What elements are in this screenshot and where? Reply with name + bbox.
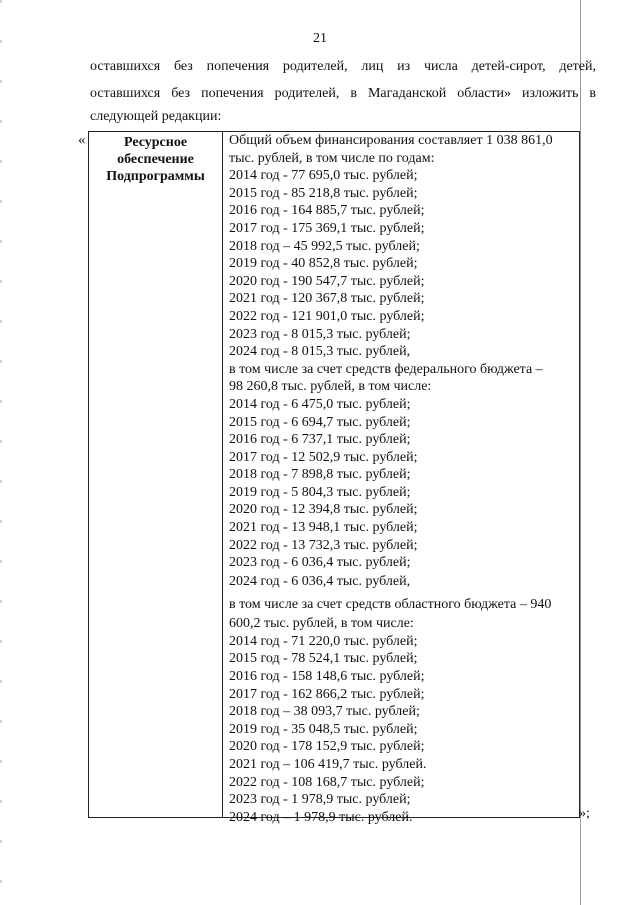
federal-year-row: 2015 год - 6 694,7 тыс. рублей; (229, 414, 411, 430)
total-year-row: 2020 год - 190 547,7 тыс. рублей; (229, 273, 425, 289)
regional-year-row: 2023 год - 1 978,9 тыс. рублей; (229, 792, 411, 808)
total-year-row: 2023 год - 8 015,3 тыс. рублей; (229, 326, 411, 342)
intro-line-2: оставшихся без попечения родителей, в Магаданской области» изложить в (90, 86, 596, 101)
federal-year-row: 2022 год - 13 732,3 тыс. рублей; (229, 537, 418, 553)
federal-year-row: 2018 год - 7 898,8 тыс. рублей; (229, 467, 411, 483)
federal-year-row: 2020 год - 12 394,8 тыс. рублей; (229, 502, 418, 518)
total-funding-line: Общий объем финансирования составляет 1 038 861,0 (229, 133, 553, 148)
federal-year-row: 2024 год - 6 036,4 тыс. рублей, (229, 574, 411, 590)
regional-year-row: 2022 год - 108 168,7 тыс. рублей; (229, 774, 425, 790)
intro-line-3: следующей редакции: (90, 109, 222, 124)
table-column-divider (222, 131, 223, 818)
total-year-row: 2014 год - 77 695,0 тыс. рублей; (229, 168, 418, 184)
total-year-row: 2017 год - 175 369,1 тыс. рублей; (229, 220, 425, 236)
intro-line-1: оставшихся без попечения родителей, лиц из числа детей-сирот, детей, (90, 59, 596, 74)
regional-funding-line: 600,2 тыс. рублей, в том числе: (229, 616, 414, 632)
heading-line: Ресурсное (123, 135, 188, 150)
regional-year-row: 2021 год – 106 419,7 тыс. рублей. (229, 757, 427, 772)
total-year-row: 2021 год - 120 367,8 тыс. рублей; (229, 291, 425, 307)
federal-year-row: 2021 год - 13 948,1 тыс. рублей; (229, 520, 418, 536)
total-year-row: 2016 год - 164 885,7 тыс. рублей; (229, 203, 425, 219)
closing-quote: »; (579, 806, 590, 821)
total-year-row: 2015 год - 85 218,8 тыс. рублей; (229, 185, 418, 201)
total-year-row: 2024 год - 8 015,3 тыс. рублей, (229, 344, 411, 360)
federal-funding-line: в том числе за счет средств федерального бюджета – (229, 361, 543, 377)
table-right-cell-funding (229, 132, 581, 826)
regional-funding-line: в том числе за счет средств областного бюджета – 940 (229, 597, 552, 613)
total-year-row: 2022 год - 121 901,0 тыс. рублей; (229, 308, 425, 324)
regional-year-row: 2016 год - 158 148,6 тыс. рублей; (229, 669, 425, 685)
total-year-row: 2018 год – 45 992,5 тыс. рублей; (229, 238, 420, 254)
federal-funding-line: 98 260,8 тыс. рублей, в том числе: (229, 379, 432, 395)
regional-year-row: 2019 год - 35 048,5 тыс. рублей; (229, 721, 418, 737)
federal-year-row: 2014 год - 6 475,0 тыс. рублей; (229, 396, 411, 412)
regional-year-row: 2020 год - 178 152,9 тыс. рублей; (229, 739, 425, 755)
table-left-cell-heading (89, 134, 222, 185)
federal-year-row: 2017 год - 12 502,9 тыс. рублей; (229, 449, 418, 465)
page-number: 21 (313, 31, 327, 46)
scan-edge-marks (0, 0, 2, 905)
total-funding-line: тыс. рублей, в том числе по годам: (229, 150, 435, 166)
regional-year-row: 2018 год – 38 093,7 тыс. рублей; (229, 704, 420, 720)
heading-line: обеспечение (117, 152, 194, 167)
federal-year-row: 2023 год - 6 036,4 тыс. рублей; (229, 555, 411, 571)
regional-year-row: 2024 год – 1 978,9 тыс. рублей. (229, 809, 413, 825)
total-year-row: 2019 год - 40 852,8 тыс. рублей; (229, 256, 418, 272)
regional-year-row: 2015 год - 78 524,1 тыс. рублей; (229, 651, 418, 667)
heading-line: Подпрограммы (106, 169, 205, 184)
regional-year-row: 2014 год - 71 220,0 тыс. рублей; (229, 633, 418, 649)
regional-year-row: 2017 год - 162 866,2 тыс. рублей; (229, 686, 425, 702)
federal-year-row: 2016 год - 6 737,1 тыс. рублей; (229, 432, 411, 448)
opening-quote: « (78, 132, 86, 148)
federal-year-row: 2019 год - 5 804,3 тыс. рублей; (229, 484, 411, 500)
